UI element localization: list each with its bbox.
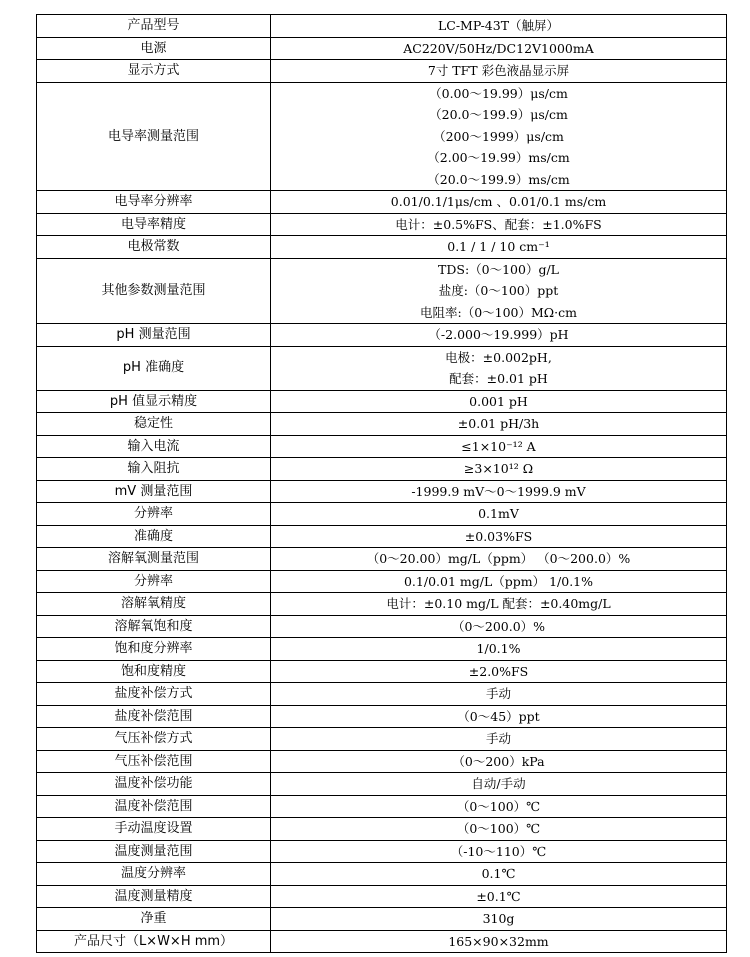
spec-value-line: -1999.9 mV～0～1999.9 mV: [411, 483, 586, 499]
spec-value-line: 7寸 TFT 彩色液晶显示屏: [427, 63, 570, 78]
spec-value: [271, 15, 727, 38]
spec-row: [37, 570, 727, 593]
spec-label: 分辨率: [37, 570, 271, 593]
spec-value-line: 盐度:（0～100）ppt: [438, 283, 559, 298]
spec-value: [271, 908, 727, 931]
spec-value-line: 电阻率:（0～100）MΩ·cm: [419, 304, 577, 320]
spec-row: [37, 660, 727, 683]
spec-row: [37, 15, 727, 38]
spec-label: 盐度补偿范围: [37, 705, 271, 728]
spec-value: [271, 570, 727, 593]
spec-row: [37, 258, 727, 324]
spec-value: [271, 885, 727, 908]
spec-row: [37, 615, 727, 638]
spec-value-line: 配套：±0.01 pH: [449, 371, 548, 386]
spec-value-line: 0.1 / 1 / 10 cm⁻¹: [447, 239, 550, 254]
spec-value: [271, 480, 727, 503]
spec-label: 温度分辨率: [37, 863, 271, 886]
spec-value: [271, 728, 727, 751]
spec-label: 气压补偿范围: [37, 750, 271, 773]
spec-row: [37, 593, 727, 616]
spec-value: [271, 258, 727, 324]
spec-row: [37, 885, 727, 908]
spec-value: [271, 930, 727, 953]
spec-row: [37, 480, 727, 503]
spec-value-line: （0～100）℃: [456, 798, 541, 814]
spec-value-line: （20.0～199.9）ms/cm: [427, 171, 570, 187]
spec-value-line: 手动: [485, 686, 511, 701]
spec-label: pH 准确度: [37, 346, 271, 390]
spec-label: 溶解氧测量范围: [37, 548, 271, 571]
spec-value-line: ≤1×10⁻¹² A: [461, 438, 536, 454]
spec-row: [37, 750, 727, 773]
spec-value-line: （0～20.00）mg/L（ppm） （0～200.0）%: [366, 551, 631, 566]
spec-label: 净重: [37, 908, 271, 931]
spec-value-line: 310g: [482, 911, 515, 926]
spec-value: [271, 615, 727, 638]
spec-value: [271, 525, 727, 548]
spec-label: pH 值显示精度: [37, 390, 271, 413]
spec-value: [271, 503, 727, 526]
spec-value-line: 电计：±0.5%FS、配套：±1.0%FS: [395, 216, 602, 232]
spec-row: [37, 773, 727, 796]
spec-value: [271, 236, 727, 259]
spec-row: [37, 458, 727, 481]
spec-value-line: 电计：±0.10 mg/L 配套：±0.40mg/L: [386, 596, 611, 611]
spec-value-line: （0.00～19.99）μs/cm: [429, 85, 568, 101]
spec-label: 盐度补偿方式: [37, 683, 271, 706]
spec-label: 准确度: [37, 525, 271, 548]
spec-value: [271, 346, 727, 390]
spec-label: 溶解氧饱和度: [37, 615, 271, 638]
spec-label: 显示方式: [37, 60, 271, 83]
spec-value: [271, 638, 727, 661]
spec-row: [37, 236, 727, 259]
spec-value: [271, 863, 727, 886]
spec-value-line: （0～100）℃: [456, 821, 541, 836]
spec-value-line: ≥3×10¹² Ω: [463, 461, 534, 476]
spec-value: [271, 660, 727, 683]
spec-value: [271, 750, 727, 773]
spec-value-line: ±0.01 pH/3h: [457, 416, 540, 431]
spec-value: [271, 773, 727, 796]
spec-label: 电导率测量范围: [37, 82, 271, 191]
spec-value: [271, 413, 727, 436]
spec-row: [37, 728, 727, 751]
spec-value-line: （20.0～199.9）μs/cm: [429, 107, 568, 122]
spec-value: [271, 548, 727, 571]
spec-value: [271, 60, 727, 83]
spec-label: 温度测量精度: [37, 885, 271, 908]
spec-label: 电导率精度: [37, 213, 271, 236]
spec-label: 温度补偿范围: [37, 795, 271, 818]
spec-value: [271, 82, 727, 191]
spec-label: 输入阻抗: [37, 458, 271, 481]
spec-label: 产品型号: [37, 15, 271, 38]
spec-row: [37, 818, 727, 841]
spec-value-line: ±0.1℃: [476, 888, 521, 904]
spec-value-line: 1/0.1%: [476, 641, 521, 656]
spec-value-line: 0.1/0.01 mg/L（ppm） 1/0.1%: [403, 573, 593, 589]
spec-label: 分辨率: [37, 503, 271, 526]
spec-row: [37, 525, 727, 548]
spec-label: 溶解氧精度: [37, 593, 271, 616]
spec-row: [37, 795, 727, 818]
spec-value-line: （0～200.0）%: [451, 618, 546, 634]
spec-label: 电源: [37, 37, 271, 60]
spec-value: [271, 435, 727, 458]
spec-label: mV 测量范围: [37, 480, 271, 503]
spec-value: [271, 324, 727, 347]
spec-value-line: 0.01/0.1/1μs/cm 、0.01/0.1 ms/cm: [390, 194, 607, 209]
spec-table: [36, 14, 727, 953]
spec-label: 稳定性: [37, 413, 271, 436]
spec-label: 饱和度精度: [37, 660, 271, 683]
spec-row: [37, 705, 727, 728]
spec-value-line: AC220V/50Hz/DC12V1000mA: [403, 40, 594, 56]
spec-label: 气压补偿方式: [37, 728, 271, 751]
spec-row: [37, 213, 727, 236]
spec-value-line: （2.00～19.99）ms/cm: [427, 150, 570, 165]
spec-value-line: 0.1mV: [478, 506, 519, 521]
spec-row: [37, 191, 727, 214]
spec-value-line: ±0.03%FS: [464, 528, 533, 544]
spec-value-line: （-10～110）℃: [450, 843, 547, 859]
spec-label: 温度补偿功能: [37, 773, 271, 796]
spec-label: 电导率分辨率: [37, 191, 271, 214]
spec-label: 饱和度分辨率: [37, 638, 271, 661]
spec-value: [271, 840, 727, 863]
spec-row: [37, 82, 727, 191]
spec-value: [271, 213, 727, 236]
spec-row: [37, 638, 727, 661]
spec-row: [37, 863, 727, 886]
spec-row: [37, 908, 727, 931]
spec-value-line: 电极：±0.002pH,: [445, 349, 552, 365]
spec-row: [37, 390, 727, 413]
spec-label: 输入电流: [37, 435, 271, 458]
spec-value-line: LC-MP-43T（触屏）: [437, 18, 560, 33]
spec-row: [37, 413, 727, 436]
spec-value-line: （-2.000～19.999）pH: [428, 327, 569, 342]
spec-row: [37, 435, 727, 458]
spec-value-line: TDS:（0～100）g/L: [438, 261, 559, 277]
spec-table-body: [37, 15, 727, 953]
spec-value: [271, 705, 727, 728]
spec-row: [37, 346, 727, 390]
spec-value: [271, 593, 727, 616]
spec-label: 温度测量范围: [37, 840, 271, 863]
spec-row: [37, 930, 727, 953]
spec-row: [37, 37, 727, 60]
spec-row: [37, 548, 727, 571]
spec-row: [37, 60, 727, 83]
spec-value-line: （200～1999）μs/cm: [433, 128, 564, 144]
spec-value-line: 165×90×32mm: [448, 933, 549, 949]
spec-value: [271, 37, 727, 60]
spec-value: [271, 191, 727, 214]
spec-row: [37, 324, 727, 347]
spec-label: pH 测量范围: [37, 324, 271, 347]
spec-value-line: 0.1℃: [481, 866, 516, 881]
spec-value: [271, 458, 727, 481]
spec-value: [271, 795, 727, 818]
spec-value-line: （0～200）kPa: [452, 753, 545, 769]
spec-value-line: 手动: [485, 731, 511, 746]
spec-value: [271, 818, 727, 841]
spec-value-line: （0～45）ppt: [457, 708, 540, 724]
spec-value-line: 自动/手动: [471, 776, 526, 791]
spec-row: [37, 503, 727, 526]
spec-value: [271, 390, 727, 413]
spec-value-line: ±2.0%FS: [468, 663, 529, 679]
spec-label: 其他参数测量范围: [37, 258, 271, 324]
spec-label: 产品尺寸（L×W×H mm）: [37, 930, 271, 953]
spec-value-line: 0.001 pH: [469, 393, 528, 409]
spec-row: [37, 683, 727, 706]
spec-label: 电极常数: [37, 236, 271, 259]
spec-label: 手动温度设置: [37, 818, 271, 841]
spec-row: [37, 840, 727, 863]
spec-value: [271, 683, 727, 706]
